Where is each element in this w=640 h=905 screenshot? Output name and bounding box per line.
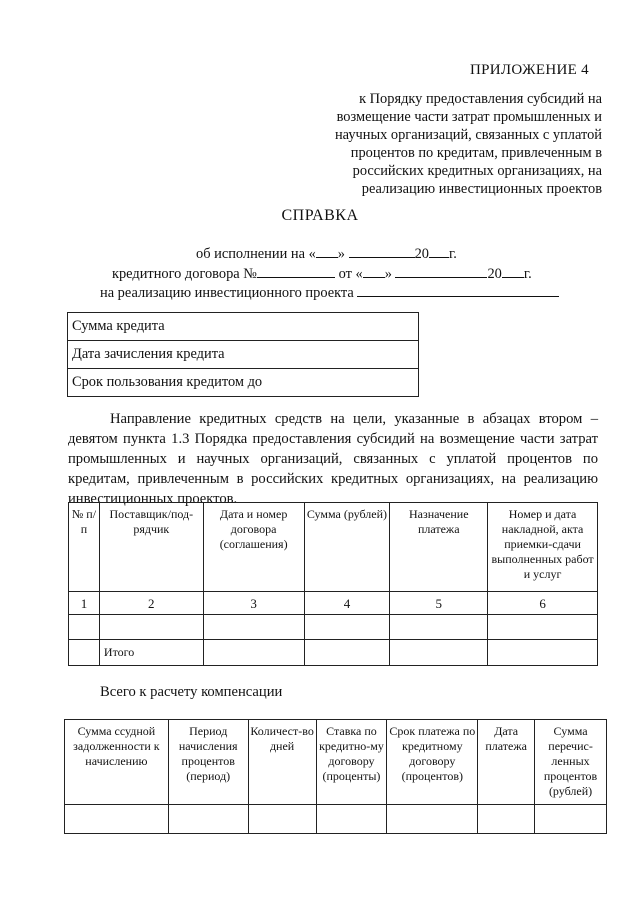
empty-cell[interactable] xyxy=(390,615,488,640)
year-blank[interactable] xyxy=(429,243,449,258)
column-header: Ставка по кредитно-му договору (проценты) xyxy=(316,720,387,805)
column-header: № п/п xyxy=(69,503,100,592)
empty-cell[interactable] xyxy=(488,640,598,666)
compensation-table xyxy=(64,719,607,834)
column-header: Период начисления процентов (период) xyxy=(168,720,248,805)
credit-contract-line: кредитного договора № от « » 20 г. xyxy=(112,263,532,283)
column-header: Сумма ссудной задолженности к начислению xyxy=(65,720,169,805)
table-row xyxy=(68,341,419,369)
empty-cell[interactable] xyxy=(168,805,248,834)
project-blank[interactable] xyxy=(357,282,559,297)
column-number: 3 xyxy=(203,592,304,615)
empty-cell[interactable] xyxy=(304,615,390,640)
column-header: Дата и номер договора (соглашения) xyxy=(203,503,304,592)
column-number-row xyxy=(69,592,598,615)
empty-cell[interactable] xyxy=(304,640,390,666)
column-header: Сумма (рублей) xyxy=(304,503,390,592)
table-row xyxy=(68,313,419,341)
column-header: Сумма перечис-ленных процентов (рублей) xyxy=(535,720,607,805)
table-header-row xyxy=(65,720,607,805)
empty-cell[interactable] xyxy=(248,805,316,834)
column-number: 6 xyxy=(488,592,598,615)
total-label: Итого xyxy=(99,640,203,666)
credit-info-table xyxy=(67,312,419,397)
credit-term-label: Срок пользования кредитом до xyxy=(68,369,419,397)
report-date-line: об исполнении на « » 20 г. xyxy=(196,243,457,263)
appendix-title: ПРИЛОЖЕНИЕ 4 xyxy=(470,62,589,78)
column-header: Номер и дата накладной, акта приемки-сдачи выполненных работ и услуг xyxy=(488,503,598,592)
empty-cell[interactable] xyxy=(65,805,169,834)
credit-amount-label: Сумма кредита xyxy=(68,313,419,341)
column-number: 5 xyxy=(390,592,488,615)
column-header: Срок платежа по кредитному договору (процентов) xyxy=(387,720,478,805)
column-number: 2 xyxy=(99,592,203,615)
empty-cell[interactable] xyxy=(488,615,598,640)
empty-cell[interactable] xyxy=(99,615,203,640)
empty-cell[interactable] xyxy=(535,805,607,834)
empty-cell[interactable] xyxy=(390,640,488,666)
column-number: 4 xyxy=(304,592,390,615)
contract-month-blank[interactable] xyxy=(395,263,487,278)
payments-table xyxy=(68,502,598,666)
empty-cell[interactable] xyxy=(69,615,100,640)
empty-cell[interactable] xyxy=(203,640,304,666)
contract-day-blank[interactable] xyxy=(363,263,385,278)
column-header: Назначение платежа xyxy=(390,503,488,592)
total-row xyxy=(69,640,598,666)
empty-cell[interactable] xyxy=(316,805,387,834)
column-header: Количест-во дней xyxy=(248,720,316,805)
empty-cell[interactable] xyxy=(478,805,535,834)
credit-date-label: Дата зачисления кредита xyxy=(68,341,419,369)
contract-number-blank[interactable] xyxy=(257,263,335,278)
table-row xyxy=(69,615,598,640)
table-row xyxy=(68,369,419,397)
column-header: Дата платежа xyxy=(478,720,535,805)
appendix-reference: к Порядку предоставления субсидий на возмещение части затрат промышленных и научных организаций, связанных с уплатой процентов по кредитам, привлеченным в российских кредитных организациях, на реализацию инвестиционных проектов xyxy=(334,91,602,197)
project-line: на реализацию инвестиционного проекта xyxy=(100,282,559,302)
document-title: СПРАВКА xyxy=(281,207,359,224)
column-header: Поставщик/под-рядчик xyxy=(99,503,203,592)
empty-cell[interactable] xyxy=(387,805,478,834)
compensation-label: Всего к расчету компенсации xyxy=(100,684,283,700)
table-row xyxy=(65,805,607,834)
empty-cell[interactable] xyxy=(69,640,100,666)
empty-cell[interactable] xyxy=(203,615,304,640)
contract-year-blank[interactable] xyxy=(502,263,524,278)
month-blank[interactable] xyxy=(349,243,415,258)
table-header-row xyxy=(69,503,598,592)
column-number: 1 xyxy=(69,592,100,615)
purpose-paragraph: Направление кредитных средств на цели, указанные в абзацах втором – девятом пункта 1.3 Порядка предоставления субсидий на возмещение части затрат промышленных и научных организаций, связанных с уплатой процентов по кредитам, привлеченным в российских кредитных организациях, на реализацию инвестиционных проектов. xyxy=(68,411,598,507)
day-blank[interactable] xyxy=(316,243,338,258)
